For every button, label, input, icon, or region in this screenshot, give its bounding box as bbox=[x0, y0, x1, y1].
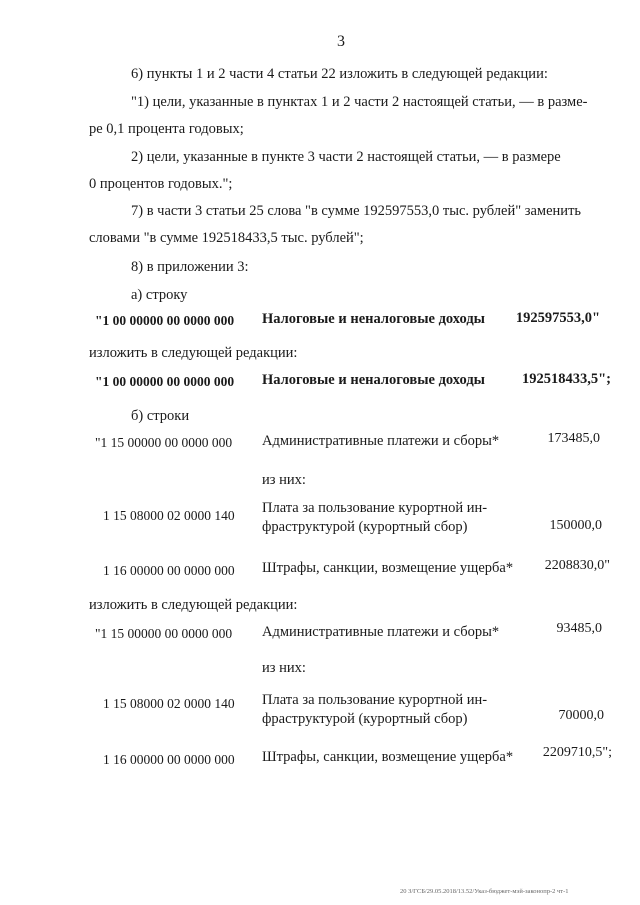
row-b-old-3-value: 2208830,0" bbox=[544, 558, 610, 573]
row-b-old-1-name: Административные платежи и сборы* bbox=[262, 433, 500, 449]
row-b-new-subheading: из них: bbox=[262, 660, 306, 676]
subparagraph-a: а) строку bbox=[131, 287, 188, 303]
row-b-new-2-value: 70000,0 bbox=[558, 708, 604, 723]
quote-item-2-line1: 2) цели, указанные в пункте 3 части 2 настоящей статьи, — в размере bbox=[131, 149, 561, 165]
paragraph-item-7-line2: словами "в сумме 192518433,5 тыс. рублей"; bbox=[89, 230, 364, 246]
footer-stamp: 20 З/ГСБ/29.05.2018/13.52/Указ-бюджет-мэй-законопр-2 чт-1 bbox=[400, 888, 569, 895]
row-b-new-2-name-line1: Плата за пользование курортной ин- bbox=[262, 692, 488, 708]
replace-heading-1: изложить в следующей редакции: bbox=[89, 345, 298, 361]
row-b-old-1-code: "1 15 00000 00 0000 000 bbox=[95, 435, 233, 450]
replace-heading-2: изложить в следующей редакции: bbox=[89, 597, 298, 613]
row-b-new-3-value: 2209710,5"; bbox=[542, 745, 612, 760]
row-b-old-3-code: 1 16 00000 00 0000 000 bbox=[103, 563, 235, 578]
row-b-new-2-name-line2: фраструктурой (курортный сбор) bbox=[262, 711, 468, 727]
row-b-old-2-name-line2: фраструктурой (курортный сбор) bbox=[262, 519, 468, 535]
row-b-old-subheading: из них: bbox=[262, 472, 306, 488]
row-b-new-1-name: Административные платежи и сборы* bbox=[262, 624, 500, 640]
row-b-new-2-code: 1 15 08000 02 0000 140 bbox=[103, 696, 235, 711]
paragraph-item-8: 8) в приложении 3: bbox=[131, 259, 249, 275]
row-b-new-3-name: Штрафы, санкции, возмещение ущерба* bbox=[262, 749, 514, 765]
row-b-new-1-code: "1 15 00000 00 0000 000 bbox=[95, 626, 233, 641]
paragraph-item-7-line1: 7) в части 3 статьи 25 слова "в сумме 192597553,0 тыс. рублей" заменить bbox=[131, 203, 582, 219]
subparagraph-b: б) строки bbox=[131, 408, 190, 424]
quote-item-1-line2: ре 0,1 процента годовых; bbox=[89, 121, 244, 137]
quote-item-2-line2: 0 процентов годовых."; bbox=[89, 176, 233, 192]
row-b-old-3-name: Штрафы, санкции, возмещение ущерба* bbox=[262, 560, 514, 576]
row-a-new-value: 192518433,5"; bbox=[521, 371, 611, 387]
paragraph-item-6: 6) пункты 1 и 2 части 4 статьи 22 изложить в следующей редакции: bbox=[131, 66, 548, 82]
row-b-old-2-name-line1: Плата за пользование курортной ин- bbox=[262, 500, 488, 516]
row-a-new-code: "1 00 00000 00 0000 000 bbox=[95, 374, 235, 389]
row-b-old-2-code: 1 15 08000 02 0000 140 bbox=[103, 508, 235, 523]
row-a-old-name: Налоговые и неналоговые доходы bbox=[262, 311, 485, 327]
row-b-old-1-value: 173485,0 bbox=[547, 431, 600, 446]
quote-item-1-line1: "1) цели, указанные в пунктах 1 и 2 части 2 настоящей статьи, — в разме- bbox=[131, 94, 588, 110]
row-b-new-3-code: 1 16 00000 00 0000 000 bbox=[103, 752, 235, 767]
row-a-old-value: 192597553,0" bbox=[515, 310, 600, 326]
row-b-new-1-value: 93485,0 bbox=[556, 621, 602, 636]
row-b-old-2-value: 150000,0 bbox=[549, 518, 602, 533]
row-a-old-code: "1 00 00000 00 0000 000 bbox=[95, 313, 235, 328]
row-a-new-name: Налоговые и неналоговые доходы bbox=[262, 372, 485, 388]
page-number: 3 bbox=[337, 33, 345, 50]
